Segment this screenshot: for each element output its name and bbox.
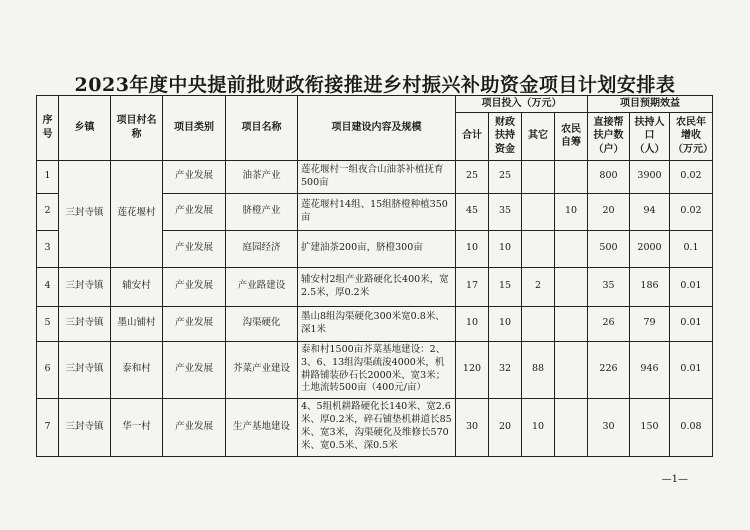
cell-other: 10 xyxy=(522,398,555,456)
header-content: 项目建设内容及规模 xyxy=(298,96,456,161)
cell-name: 生产基地建设 xyxy=(226,398,298,456)
cell-total: 10 xyxy=(456,230,489,267)
cell-seq: 3 xyxy=(37,230,59,267)
cell-people: 946 xyxy=(630,341,670,398)
cell-content: 4、5组机耕路硬化长140米、宽2.6米、厚0.2米，碎石铺垫机耕道长85米、宽3米，沟渠硬化及维修长570米、宽0.5米、深0.5米 xyxy=(298,398,456,456)
cell-income: 0.01 xyxy=(670,267,713,306)
cell-village: 墨山铺村 xyxy=(111,306,163,341)
header-town: 乡镇 xyxy=(59,96,111,161)
cell-fiscal: 20 xyxy=(489,398,522,456)
cell-other xyxy=(522,160,555,193)
cell-category: 产业发展 xyxy=(163,306,226,341)
cell-content: 泰和村1500亩芥菜基地建设：2、3、6、13组沟渠疏浚4000米，机耕路铺装砂石长2000米、宽3米；土地流转500亩（400元/亩） xyxy=(298,341,456,398)
cell-town: 三封寺镇 xyxy=(59,341,111,398)
cell-name: 庭园经济 xyxy=(226,230,298,267)
cell-seq: 1 xyxy=(37,160,59,193)
cell-income: 0.08 xyxy=(670,398,713,456)
cell-households: 20 xyxy=(588,193,630,230)
header-fiscal: 财政扶持资金 xyxy=(489,112,522,160)
header-benefit: 项目预期效益 xyxy=(588,96,713,113)
cell-self-raised xyxy=(555,306,588,341)
cell-income: 0.02 xyxy=(670,193,713,230)
cell-other xyxy=(522,230,555,267)
cell-other: 2 xyxy=(522,267,555,306)
cell-fiscal: 15 xyxy=(489,267,522,306)
cell-fiscal: 35 xyxy=(489,193,522,230)
cell-content: 扩建油茶200亩，脐橙300亩 xyxy=(298,230,456,267)
cell-total: 25 xyxy=(456,160,489,193)
cell-total: 120 xyxy=(456,341,489,398)
cell-households: 500 xyxy=(588,230,630,267)
cell-income: 0.01 xyxy=(670,341,713,398)
header-category: 项目类别 xyxy=(163,96,226,161)
cell-village: 莲花堰村 xyxy=(111,160,163,267)
cell-total: 10 xyxy=(456,306,489,341)
table-row xyxy=(37,398,713,456)
cell-people: 79 xyxy=(630,306,670,341)
header-other: 其它 xyxy=(522,112,555,160)
cell-self-raised xyxy=(555,230,588,267)
cell-households: 30 xyxy=(588,398,630,456)
project-plan-table xyxy=(36,95,713,457)
header-people: 扶持人口（人） xyxy=(630,112,670,160)
header-households: 直接帮扶户数（户） xyxy=(588,112,630,160)
cell-category: 产业发展 xyxy=(163,341,226,398)
cell-self-raised xyxy=(555,267,588,306)
cell-people: 3900 xyxy=(630,160,670,193)
cell-content: 辅安村2组产业路硬化长400米，宽2.5米，厚0.2米 xyxy=(298,267,456,306)
cell-category: 产业发展 xyxy=(163,193,226,230)
cell-category: 产业发展 xyxy=(163,398,226,456)
cell-self-raised xyxy=(555,160,588,193)
cell-seq: 7 xyxy=(37,398,59,456)
table-row xyxy=(37,160,713,193)
cell-category: 产业发展 xyxy=(163,160,226,193)
cell-other: 88 xyxy=(522,341,555,398)
table-row xyxy=(37,306,713,341)
cell-total: 45 xyxy=(456,193,489,230)
cell-name: 芥菜产业建设 xyxy=(226,341,298,398)
cell-self-raised: 10 xyxy=(555,193,588,230)
cell-households: 35 xyxy=(588,267,630,306)
cell-households: 226 xyxy=(588,341,630,398)
cell-fiscal: 10 xyxy=(489,230,522,267)
cell-people: 2000 xyxy=(630,230,670,267)
cell-total: 17 xyxy=(456,267,489,306)
cell-seq: 5 xyxy=(37,306,59,341)
header-name: 项目名称 xyxy=(226,96,298,161)
cell-fiscal: 10 xyxy=(489,306,522,341)
cell-seq: 4 xyxy=(37,267,59,306)
page-number: —1— xyxy=(661,474,688,485)
cell-village: 泰和村 xyxy=(111,341,163,398)
cell-total: 30 xyxy=(456,398,489,456)
header-total: 合计 xyxy=(456,112,489,160)
cell-other xyxy=(522,306,555,341)
cell-category: 产业发展 xyxy=(163,230,226,267)
cell-village: 华一村 xyxy=(111,398,163,456)
table-row xyxy=(37,341,713,398)
cell-fiscal: 32 xyxy=(489,341,522,398)
cell-village: 辅安村 xyxy=(111,267,163,306)
cell-people: 150 xyxy=(630,398,670,456)
header-income: 农民年增收（万元） xyxy=(670,112,713,160)
cell-name: 油茶产业 xyxy=(226,160,298,193)
cell-other xyxy=(522,193,555,230)
cell-fiscal: 25 xyxy=(489,160,522,193)
cell-category: 产业发展 xyxy=(163,267,226,306)
cell-households: 26 xyxy=(588,306,630,341)
page-title: 2023年度中央提前批财政衔接推进乡村振兴补助资金项目计划安排表 xyxy=(74,74,676,96)
cell-income: 0.01 xyxy=(670,306,713,341)
cell-income: 0.1 xyxy=(670,230,713,267)
cell-content: 莲花堰村14组、15组脐橙种植350亩 xyxy=(298,193,456,230)
cell-name: 脐橙产业 xyxy=(226,193,298,230)
table-row xyxy=(37,267,713,306)
header-self-raised: 农民自筹 xyxy=(555,112,588,160)
cell-town: 三封寺镇 xyxy=(59,160,111,267)
cell-people: 94 xyxy=(630,193,670,230)
cell-name: 沟渠硬化 xyxy=(226,306,298,341)
cell-income: 0.02 xyxy=(670,160,713,193)
cell-town: 三封寺镇 xyxy=(59,398,111,456)
cell-self-raised xyxy=(555,398,588,456)
cell-people: 186 xyxy=(630,267,670,306)
cell-town: 三封寺镇 xyxy=(59,267,111,306)
cell-seq: 6 xyxy=(37,341,59,398)
cell-households: 800 xyxy=(588,160,630,193)
cell-self-raised xyxy=(555,341,588,398)
cell-name: 产业路建设 xyxy=(226,267,298,306)
cell-town: 三封寺镇 xyxy=(59,306,111,341)
header-investment: 项目投入（万元） xyxy=(456,96,588,113)
cell-content: 莲花堰村一组夜合山油茶补植抚育500亩 xyxy=(298,160,456,193)
header-seq: 序号 xyxy=(37,96,59,161)
cell-content: 墨山8组沟渠硬化300米宽0.8米、深1米 xyxy=(298,306,456,341)
cell-seq: 2 xyxy=(37,193,59,230)
header-village: 项目村名称 xyxy=(111,96,163,161)
